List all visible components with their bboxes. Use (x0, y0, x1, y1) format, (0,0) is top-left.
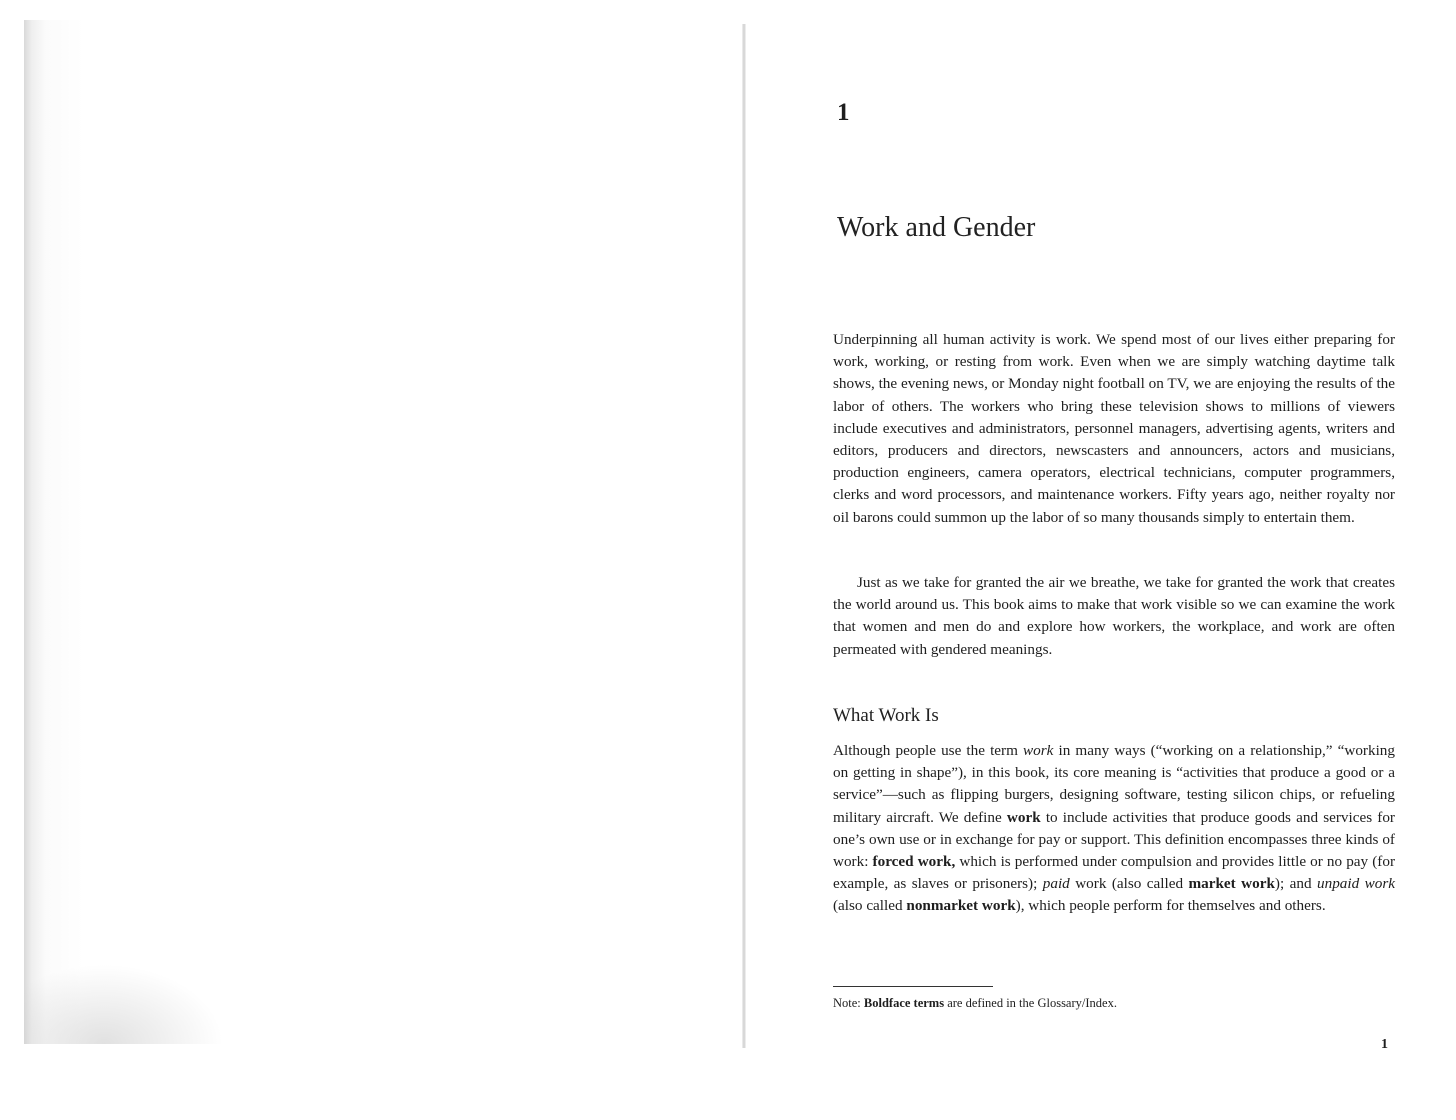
term-unpaid-work: unpaid work (1317, 875, 1395, 893)
footnote-rest: are defined in the Glossary/Index. (944, 996, 1117, 1010)
definition-text: in many ways (“working on a relationship,” “working on getting in shape”), in this book, its core meaning is “activities that produce a good or a service”—such as flipping burgers, designing software, testing silicon chips, or refueling military aircraft. We define (833, 742, 1395, 826)
definition-text: to include activities that produce goods and services for one’s own use or in exchange for pay or support. This definition encompasses three kinds of work: (833, 808, 1395, 871)
term-paid: paid (1042, 875, 1070, 893)
term-forced-work: forced work, (872, 853, 956, 871)
definition-text: work (also called (1069, 875, 1189, 893)
term-work-italic: work (1023, 742, 1054, 759)
term-market-work: market work (1188, 875, 1275, 893)
term-nonmarket-work: nonmarket work (906, 897, 1016, 915)
definition-text: Although people use the term (833, 742, 1024, 759)
chapter-title: Work and Gender (837, 212, 1036, 243)
footnote-boldface-terms: Boldface terms (863, 996, 945, 1010)
definition-text: which is performed under compulsion and provides little or no pay (for example, as slaves or prisoners); (833, 853, 1396, 893)
definition-text: ); and (1274, 875, 1317, 893)
intro-paragraph: Underpinning all human activity is work. We spend most of our lives either preparing for work, working, or resting from work. Even when we are simply watching daytime talk shows, the evening news, or Monday night football on TV, we are enjoying the results of the labor of others. The workers who bring these television shows to millions of viewers include executives and administrators, personnel managers, advertising agents, writers and editors, producers and directors, newscasters and announcers, actors and musicians, production engineers, camera operators, electrical technicians, computer programmers, clerks and word processors, and maintenance workers. Fifty years ago, neither royalty nor oil barons could summon up the labor of so many thousands simply to entertain them. (833, 331, 1395, 526)
footnote-prefix: Note: (833, 996, 864, 1010)
definition-paragraph (833, 740, 1395, 918)
term-work: work (1006, 808, 1041, 826)
section-heading: What Work Is (833, 705, 939, 726)
footnote-rule (833, 986, 993, 987)
definition-text: (also called (833, 897, 907, 915)
book-gutter (742, 24, 746, 1048)
definition-text: ), which people perform for themselves and others. (1015, 897, 1326, 915)
right-page (748, 20, 1456, 1080)
page-smudge (24, 964, 224, 1044)
chapter-number: 1 (837, 99, 850, 126)
page-number: 1 (1381, 1037, 1388, 1052)
second-paragraph: Just as we take for granted the air we breathe, we take for granted the work that creates the world around us. This book aims to make that work visible so we can examine the work that women and men do and explore how workers, the workplace, and work are often permeated with gendered meanings. (833, 574, 1395, 658)
footnote (833, 994, 1117, 1012)
left-blank-page (24, 20, 744, 1044)
